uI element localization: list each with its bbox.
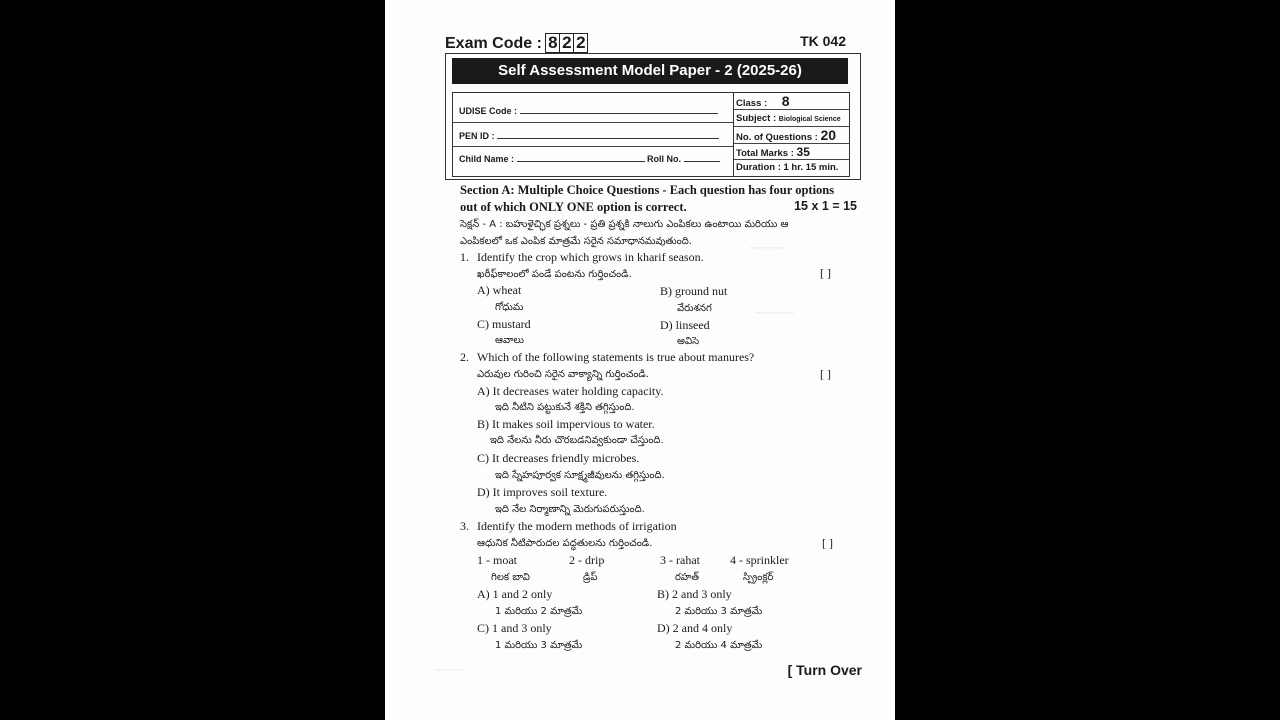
- roll-label: Roll No.: [647, 154, 682, 164]
- irrigation-item-4: 4 - sprinkler: [730, 553, 789, 567]
- option-c: C) 1 and 3 only: [477, 621, 552, 635]
- section-heading-line1: Section A: Multiple Choice Questions - Each question has four options: [460, 183, 835, 197]
- exam-code: [445, 33, 588, 53]
- option-a-telugu: 1 మరియు 2 మాత్రమే: [495, 606, 583, 617]
- duration-label: Duration : 1 hr. 15 min.: [736, 162, 839, 173]
- option-c-telugu: ఇది స్నేహపూర్వక సూక్ష్మజీవులను తగ్గిస్తుంది.: [495, 470, 665, 481]
- answer-bracket[interactable]: [ ]: [822, 536, 833, 550]
- marks-label: Total Marks :: [736, 148, 794, 159]
- student-fields: [453, 93, 734, 176]
- option-b: B) 2 and 3 only: [657, 587, 732, 601]
- option-b-telugu: వేరుశనగ: [677, 303, 712, 314]
- roll-input-line[interactable]: [684, 152, 720, 162]
- question-number: 3.: [460, 519, 469, 533]
- section-heading-line2: out of which ONLY ONE option is correct.: [460, 200, 687, 214]
- answer-bracket[interactable]: [ ]: [820, 367, 831, 381]
- option-d: D) 2 and 4 only: [657, 621, 733, 635]
- question-number: 1.: [460, 250, 469, 264]
- option-d-telugu: అవిసె: [677, 336, 700, 347]
- question-text: Identify the crop which grows in kharif season.: [477, 250, 704, 264]
- exam-code-digit: 8: [545, 33, 560, 53]
- marks-row: [734, 144, 849, 160]
- exam-code-digit: 2: [559, 33, 574, 53]
- option-d: D) It improves soil texture.: [477, 485, 608, 499]
- question-telugu: ఖరీఫ్‌కాలంలో పండే పంటను గుర్తించండి.: [477, 269, 632, 280]
- option-c: C) mustard: [477, 317, 531, 331]
- exam-details: [734, 93, 849, 176]
- child-name-row: [453, 147, 733, 176]
- option-b-telugu: ఇది నేలను నీరు చొరబడనివ్వకుండా చేస్తుంది.: [490, 435, 664, 446]
- irrigation-item-4-telugu: స్ప్రింక్లర్: [743, 572, 774, 583]
- bleed-through-text: ~~~~~~~~: [755, 308, 794, 318]
- exam-code-label: Exam Code :: [445, 35, 542, 52]
- turn-over-note: [ Turn Over: [787, 662, 862, 678]
- child-name-input-line[interactable]: [517, 152, 645, 162]
- student-info-table: [452, 92, 850, 177]
- exam-paper-page: [385, 0, 895, 720]
- class-value: 8: [781, 93, 790, 109]
- paper-title: Self Assessment Model Paper - 2 (2025-26): [452, 58, 848, 84]
- header-box: [445, 53, 861, 180]
- pen-label: PEN ID :: [459, 131, 495, 141]
- answer-bracket[interactable]: [ ]: [820, 266, 831, 280]
- questions-value: 20: [820, 127, 837, 143]
- option-d: D) linseed: [660, 318, 710, 332]
- bleed-through-text: ~~~~~~: [435, 665, 465, 675]
- bleed-through-text: ~~~~~~~: [750, 243, 785, 253]
- question-text: Identify the modern methods of irrigation: [477, 519, 677, 533]
- subject-value: Biological Science: [778, 116, 841, 123]
- udise-input-line[interactable]: [520, 104, 718, 114]
- option-a: A) It decreases water holding capacity.: [477, 384, 664, 398]
- marks-value: 35: [796, 145, 810, 159]
- option-d-telugu: 2 మరియు 4 మాత్రమే: [675, 640, 763, 651]
- question-telugu: ఎరువుల గురించి సరైన వాక్యాన్ని గుర్తించండి.: [477, 369, 649, 380]
- option-b: B) It makes soil impervious to water.: [477, 417, 655, 431]
- option-b-telugu: 2 మరియు 3 మాత్రమే: [675, 606, 763, 617]
- section-marks: 15 x 1 = 15: [794, 199, 857, 213]
- option-a: A) wheat: [477, 283, 522, 297]
- duration-row: [734, 160, 849, 176]
- questions-label: No. of Questions :: [736, 132, 818, 143]
- subject-label: Subject :: [736, 113, 777, 124]
- paper-code: TK 042: [800, 33, 846, 49]
- class-label: Class :: [736, 98, 768, 109]
- exam-code-digit: 2: [573, 33, 588, 53]
- subject-row: [734, 110, 849, 127]
- child-name-label: Child Name :: [459, 154, 515, 164]
- questions-row: [734, 127, 849, 144]
- option-a-telugu: ఇది నీటిని పట్టుకునే శక్తిని తగ్గిస్తుంది.: [495, 402, 635, 413]
- option-a: A) 1 and 2 only: [477, 587, 553, 601]
- irrigation-item-2: 2 - drip: [569, 553, 605, 567]
- option-c-telugu: ఆవాలు: [495, 335, 525, 346]
- option-c-telugu: 1 మరియు 3 మాత్రమే: [495, 640, 583, 651]
- irrigation-item-2-telugu: డ్రిప్: [583, 572, 598, 583]
- irrigation-item-1: 1 - moat: [477, 553, 517, 567]
- irrigation-item-3: 3 - rahat: [660, 553, 700, 567]
- pen-row: [453, 123, 733, 147]
- section-telugu-line2: ఎంపికలలో ఒక ఎంపిక మాత్రమే సరైన సమాధానమవుతుంది.: [460, 236, 692, 247]
- option-d-telugu: ఇది నేల నిర్మాణాన్ని మెరుగుపరుస్తుంది.: [495, 504, 645, 515]
- pen-input-line[interactable]: [497, 129, 719, 139]
- option-b: B) ground nut: [660, 284, 728, 298]
- class-row: [734, 93, 849, 110]
- option-c: C) It decreases friendly microbes.: [477, 451, 640, 465]
- irrigation-item-1-telugu: గిలక బావి: [491, 572, 530, 583]
- question-text: Which of the following statements is true about manures?: [477, 350, 755, 364]
- irrigation-item-3-telugu: రహత్: [675, 572, 700, 583]
- udise-label: UDISE Code :: [459, 106, 518, 116]
- question-number: 2.: [460, 350, 469, 364]
- option-a-telugu: గోధుమ: [495, 302, 524, 313]
- section-telugu-line1: సెక్షన్ - A : బహుళైచ్ఛిక ప్రశ్నలు - ప్రతి ప్రశ్నకి నాలుగు ఎంపికలు ఉంటాయి మరియు ఆ: [460, 219, 789, 230]
- question-telugu: ఆధునిక నీటిపారుదల పద్ధతులను గుర్తించండి.: [477, 538, 653, 549]
- udise-row: [453, 93, 733, 123]
